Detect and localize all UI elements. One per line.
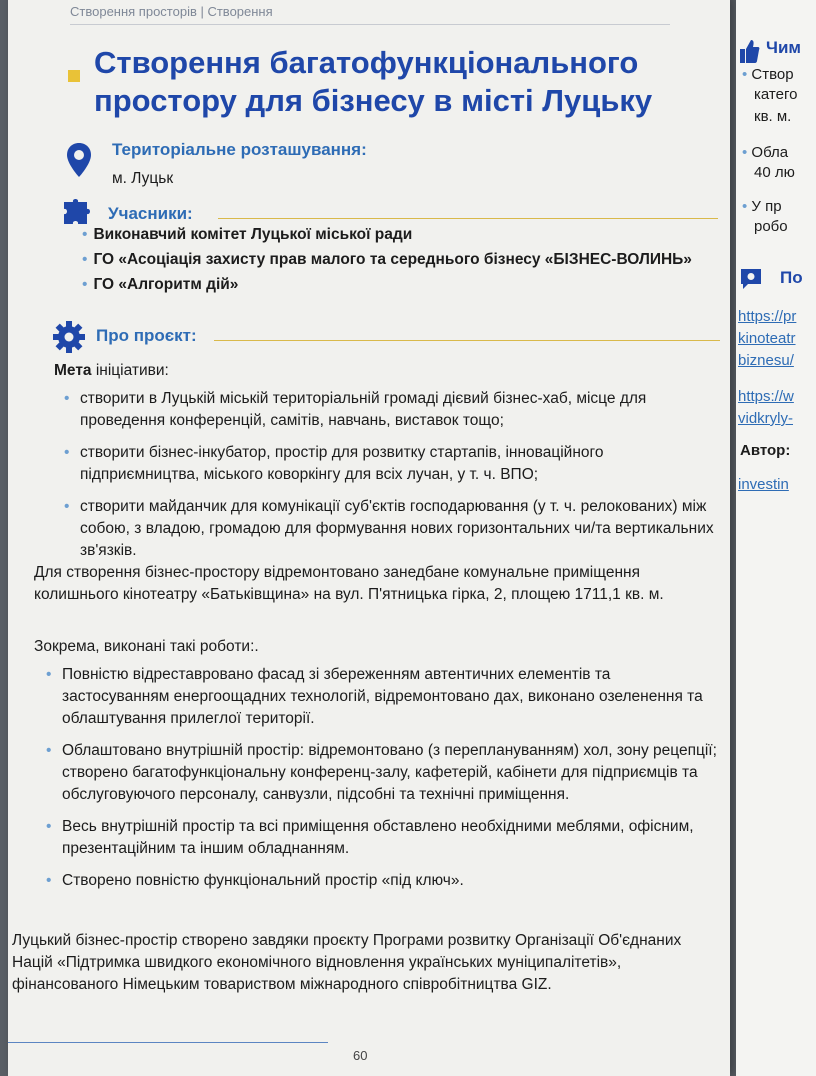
next-line: • Створ [742, 66, 794, 83]
footer-divider [8, 1042, 328, 1043]
header-divider [70, 24, 670, 25]
list-item: • Облаштовано внутрішній простір: відремонтовано (з переплануванням) хол, зону рецепції; створено багатофункціональну конференц-залу, кафетерій, кабінети для підприємців та обслуговуючого персоналу, санвузли, підсобні та технічні приміщення. [46, 740, 722, 806]
list-item: • створити в Луцькій міській територіальній громаді дієвий бізнес-хаб, місце для проведення конференцій, самітів, навчань, виставок тощо; [64, 388, 720, 432]
goal-rest: ініціативи: [91, 362, 169, 379]
location-label: Територіальне розташування: [112, 140, 367, 159]
speech-bubble-icon [738, 266, 764, 292]
goal-bold: Мета [54, 362, 92, 379]
participants-rule [218, 218, 718, 219]
running-head: Створення просторів | Створення [70, 4, 273, 19]
source-link[interactable]: vidkryly- [738, 410, 793, 427]
list-item: • Виконавчий комітет Луцької міської ради [82, 222, 732, 247]
list-item: • створити майданчик для комунікації суб'єктів господарювання (у т. ч. релокованих) між собою, з владою, громадою для формування нових горизонтальних чи/та вертикальних зв'язків. [64, 496, 720, 562]
works-list [46, 664, 722, 902]
next-line: кв. м. [754, 108, 792, 125]
next-line: робо [754, 218, 788, 235]
next-heading-1: Чим [766, 38, 801, 57]
source-link[interactable]: biznesu/ [738, 352, 794, 369]
renovation-paragraph: Для створення бізнес-простору відремонтовано занедбане комунальне приміщення колишнього кінотеатру «Батьківщина» на вул. П'ятницька гірка, 2, площею 1711,1 кв. м. [34, 564, 664, 603]
next-page-edge [736, 0, 816, 1076]
author-label: Автор: [740, 442, 791, 459]
next-line: • Обла [742, 144, 789, 161]
list-item: • створити бізнес-інкубатор, простір для розвитку стартапів, інноваційного підприємництва, міського коворкінгу для всіх лучан, у т. ч. ВПО; [64, 442, 720, 486]
works-intro: Зокрема, виконані такі роботи:. [34, 638, 259, 655]
list-item: • Повністю відреставровано фасад зі збереженням автентичних елементів та застосуванням енергоощадних технологій, відремонтовано дах, виконано озеленення та облаштування прилеглої території. [46, 664, 722, 730]
gear-icon [52, 320, 86, 354]
author-link[interactable]: investin [738, 476, 789, 493]
source-link[interactable]: https://w [738, 388, 794, 405]
participants-list [82, 222, 732, 297]
next-heading-2: По [780, 268, 803, 287]
location-value: м. Луцьк [112, 170, 174, 187]
page-number: 60 [353, 1048, 368, 1063]
list-item: • Весь внутрішній простір та всі приміщення обставлено необхідними меблями, офісним, презентаційним та іншим обладнанням. [46, 816, 722, 860]
document-page [8, 0, 730, 1076]
about-label: Про проєкт: [96, 326, 197, 345]
next-line: • У пр [742, 198, 782, 215]
participants-label: Учасники: [108, 204, 193, 223]
next-line: 40 лю [754, 164, 795, 181]
page-title: Створення багатофункціонального простору для бізнесу в місті Луцьку [94, 45, 653, 118]
source-link[interactable]: https://pr [738, 308, 797, 325]
list-item: • ГО «Алгоритм дій» [82, 272, 732, 297]
conclusion-paragraph: Луцький бізнес-простір створено завдяки проєкту Програми розвитку Організації Об'єднаних Націй «Підтримка швидкого економічного відновлення українських муніципалітетів», фінансованого Німецьким товариством міжнародного співробітництва GIZ. [12, 932, 682, 993]
thumbs-up-icon [738, 38, 760, 64]
next-line: катего [754, 86, 798, 103]
location-pin-icon [66, 142, 92, 178]
source-link[interactable]: kinoteatr [738, 330, 796, 347]
list-item: • ГО «Асоціація захисту прав малого та середнього бізнесу «БІЗНЕС-ВОЛИНЬ» [82, 247, 732, 272]
list-item: • Створено повністю функціональний простір «під ключ». [46, 870, 722, 892]
about-rule [214, 340, 720, 341]
goals-list [64, 388, 720, 572]
title-square-icon [68, 70, 80, 82]
goal-heading [54, 362, 169, 380]
